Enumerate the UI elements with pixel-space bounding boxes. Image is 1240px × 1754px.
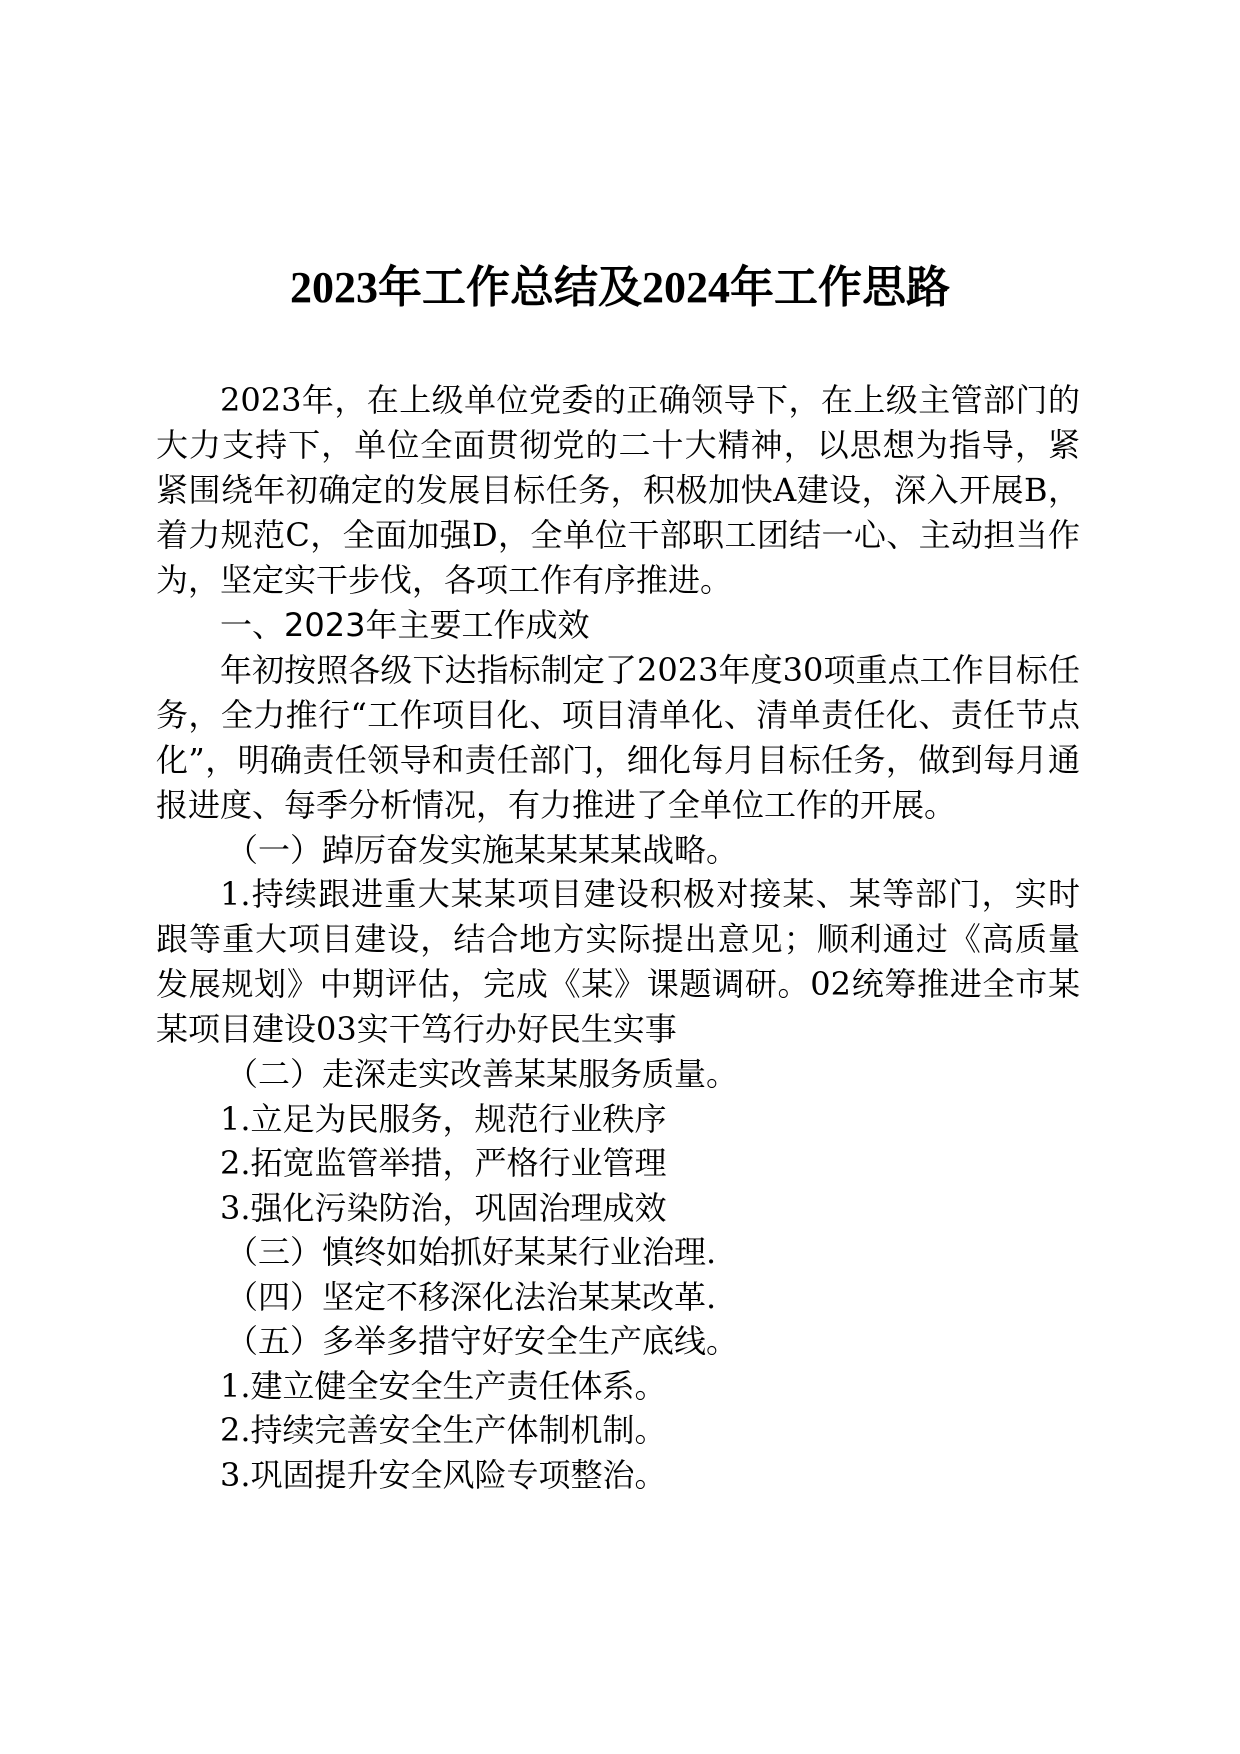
subsection-2-item: 2.拓宽监管举措，严格行业管理 [220,1144,667,1182]
subsection-2-item: 3.强化污染防治，巩固治理成效 [220,1188,667,1227]
subsection-5-item: 3.巩固提升安全风险专项整治。 [220,1455,667,1494]
subsection-5-item: 2.持续完善安全生产体制机制。 [220,1411,667,1449]
section-1-heading: 一、2023年主要工作成效 [220,606,590,644]
subsection-3-heading: （三）慎终如始抓好某某行业治理. [226,1233,717,1271]
intro-paragraph: 2023年，在上级单位党委的正确领导下，在上级主管部门的大力支持下，单位全面贯彻党的二十大精神，以思想为指导，紧紧围绕年初确定的发展目标任务，积极加快A建设，深入开展B，着力规范C，全面加强D，全单位干部职工团结一心、主动担当作为，坚定实干步伐，各项工作有序推进。 [156,381,1080,599]
subsection-4-heading: （四）坚定不移深化法治某某改革. [226,1277,717,1316]
document-title: 2023年工作总结及2024年工作思路 [290,263,950,312]
document-body [156,378,1080,1497]
subsection-2-heading: （二）走深走实改善某某服务质量。 [226,1055,739,1093]
subsection-5-heading: （五）多举多措守好安全生产底线。 [226,1322,739,1360]
subsection-2-item: 1.立足为民服务，规范行业秩序 [220,1099,667,1138]
subsection-5-item: 1.建立健全安全生产责任体系。 [220,1366,667,1405]
section-1-paragraph: 年初按照各级下达指标制定了2023年度30项重点工作目标任务，全力推行“工作项目化、项目清单化、清单责任化、责任节点化”，明确责任领导和责任部门，细化每月目标任务，做到每月通报进度、每季分析情况，有力推进了全单位工作的开展。 [156,650,1080,824]
subsection-1-paragraph: 1.持续跟进重大某某项目建设积极对接某、某等部门，实时跟等重大项目建设，结合地方实际提出意见；顺利通过《高质量发展规划》中期评估，完成《某》课题调研。02统筹推进全市某某项目建设03实干笃行办好民生实事 [156,875,1080,1048]
subsection-1-heading: （一）踔厉奋发实施某某某某战略。 [226,830,739,869]
